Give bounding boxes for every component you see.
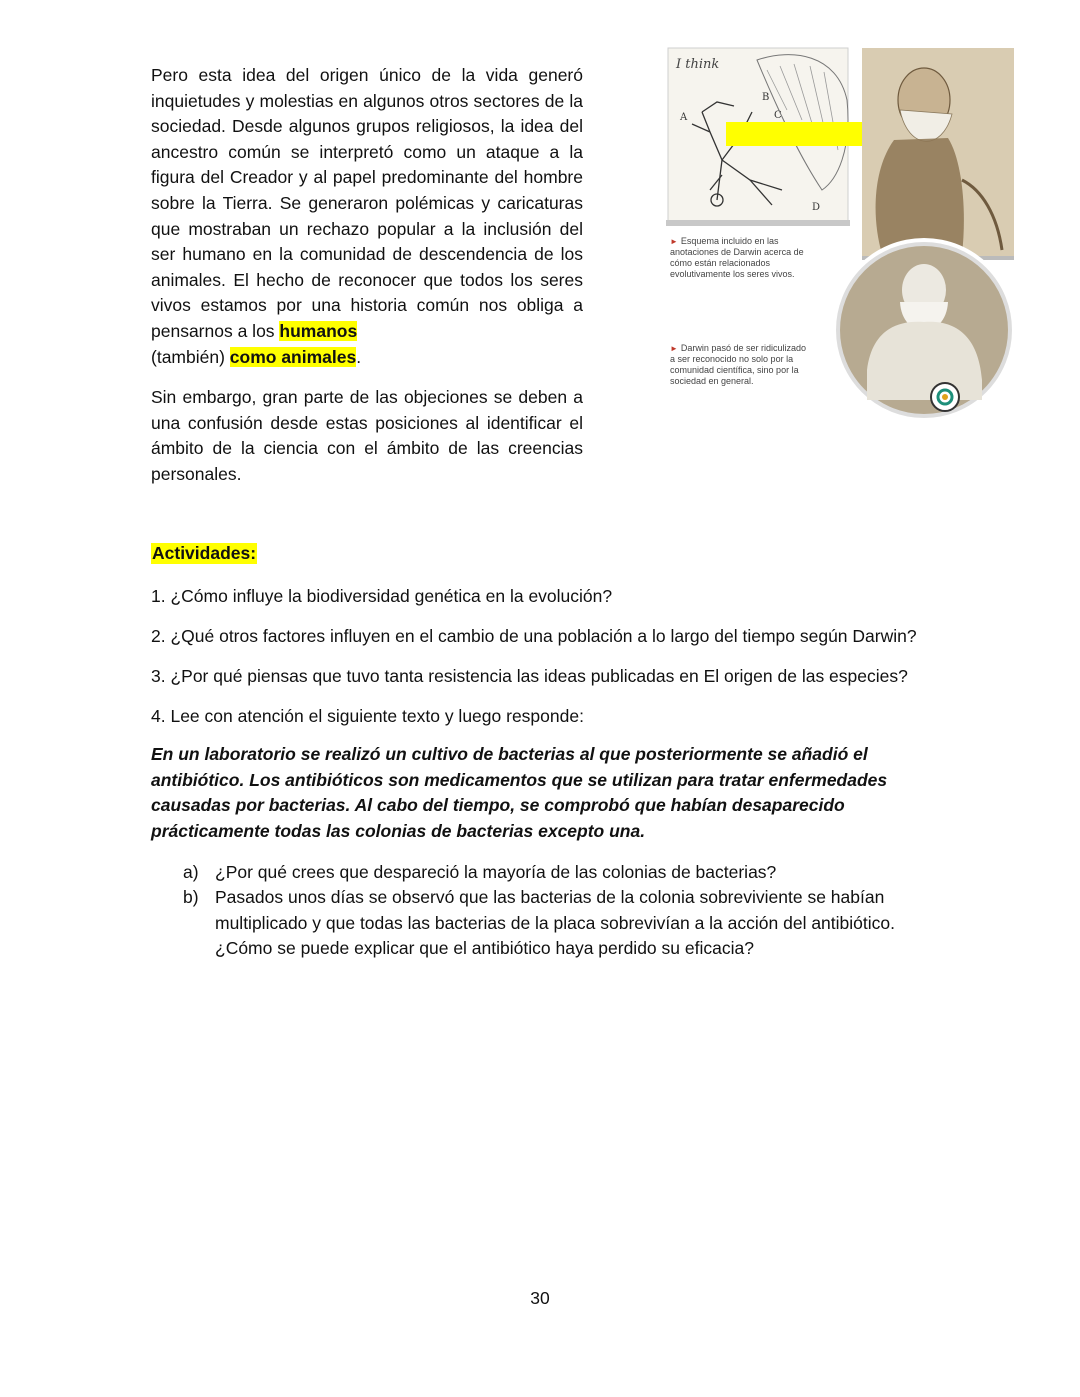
highlight-humanos: humanos — [279, 320, 358, 341]
question-1: 1. ¿Cómo influye la biodiversidad genética en la evolución? — [151, 586, 613, 606]
subquestion-b-label: b) — [183, 887, 199, 907]
caption-darwin-sketch: ► Esquema incluido en las anotaciones de Darwin acerca de cómo están relacionados evolutivamente los seres vivos. — [670, 236, 804, 279]
question-3: 3. ¿Por qué piensas que tuvo tanta resistencia las ideas publicadas en El origen de las especies? — [151, 666, 908, 686]
svg-text:A: A — [680, 112, 688, 123]
caption-arrow-icon: ► — [670, 344, 678, 353]
caption-darwin-ridiculed: ► Darwin pasó de ser ridiculizado a ser reconocido no solo por la comunidad científica, sino por la sociedad en general. — [670, 343, 806, 386]
subquestion-b: b) Pasados unos días se observó que las bacterias de la colonia sobreviviente se habían multiplicado y que todas las bacterias de la placa sobrevivían a la acción del antibiótico. ¿Cómo se puede explicar que el antibiótico haya perdido su eficacia? — [183, 885, 943, 962]
question-2: 2. ¿Qué otros factores influyen en el cambio de una población a lo largo del tiempo según Darwin? — [151, 626, 917, 646]
highlight-como-animales: como animales — [229, 346, 357, 367]
page-number: 30 — [530, 1288, 550, 1308]
svg-text:C: C — [774, 110, 782, 121]
activities-title: Actividades: — [152, 543, 257, 563]
caption-arrow-icon: ► — [670, 237, 678, 246]
question-4: 4. Lee con atención el siguiente texto y luego responde: — [151, 706, 584, 726]
sketch-handwriting: I think — [676, 57, 720, 72]
svg-text:B: B — [762, 92, 770, 103]
subquestion-a: a) ¿Por qué crees que despareció la mayoría de las colonias de bacterias? — [183, 860, 943, 886]
paragraph-objections: Sin embargo, gran parte de las objeciones se deben a una confusión desde estas posiciones al identificar el ámbito de la ciencia con el ámbito de las creencias personales. — [151, 387, 583, 484]
paragraph-origin-of-life: Pero esta idea del origen único de la vida generó inquietudes y molestias en algunos otros sectores de la sociedad. Desde algunos grupos religiosos, la idea del ancestro común se interpretó como un ataque a la figura del Creador y al papel predominante del hombre sobre la Tierra. Se generaron polémicas y caricaturas que mostraban un rechazo popular a la inclusión del ser humano en la comunidad de descendencia de los animales. El hecho de reconocer que todos los seres vivos estamos por una historia común nos obliga a pensarnos a los humanos (también) como animales. — [151, 65, 583, 367]
svg-text:D: D — [812, 202, 821, 213]
bacteria-passage: En un laboratorio se realizó un cultivo de bacterias al que posteriormente se añadió el antibiótico. Los antibióticos son medicamentos que se utilizan para tratar enfermedades causadas por bacterias. Al cabo del tiempo, se comprobó que habían desaparecido prácticamente todas las colonias de bacterias excepto una. — [151, 744, 888, 841]
darwin-figure — [662, 40, 1022, 430]
subquestion-a-label: a) — [183, 862, 199, 882]
